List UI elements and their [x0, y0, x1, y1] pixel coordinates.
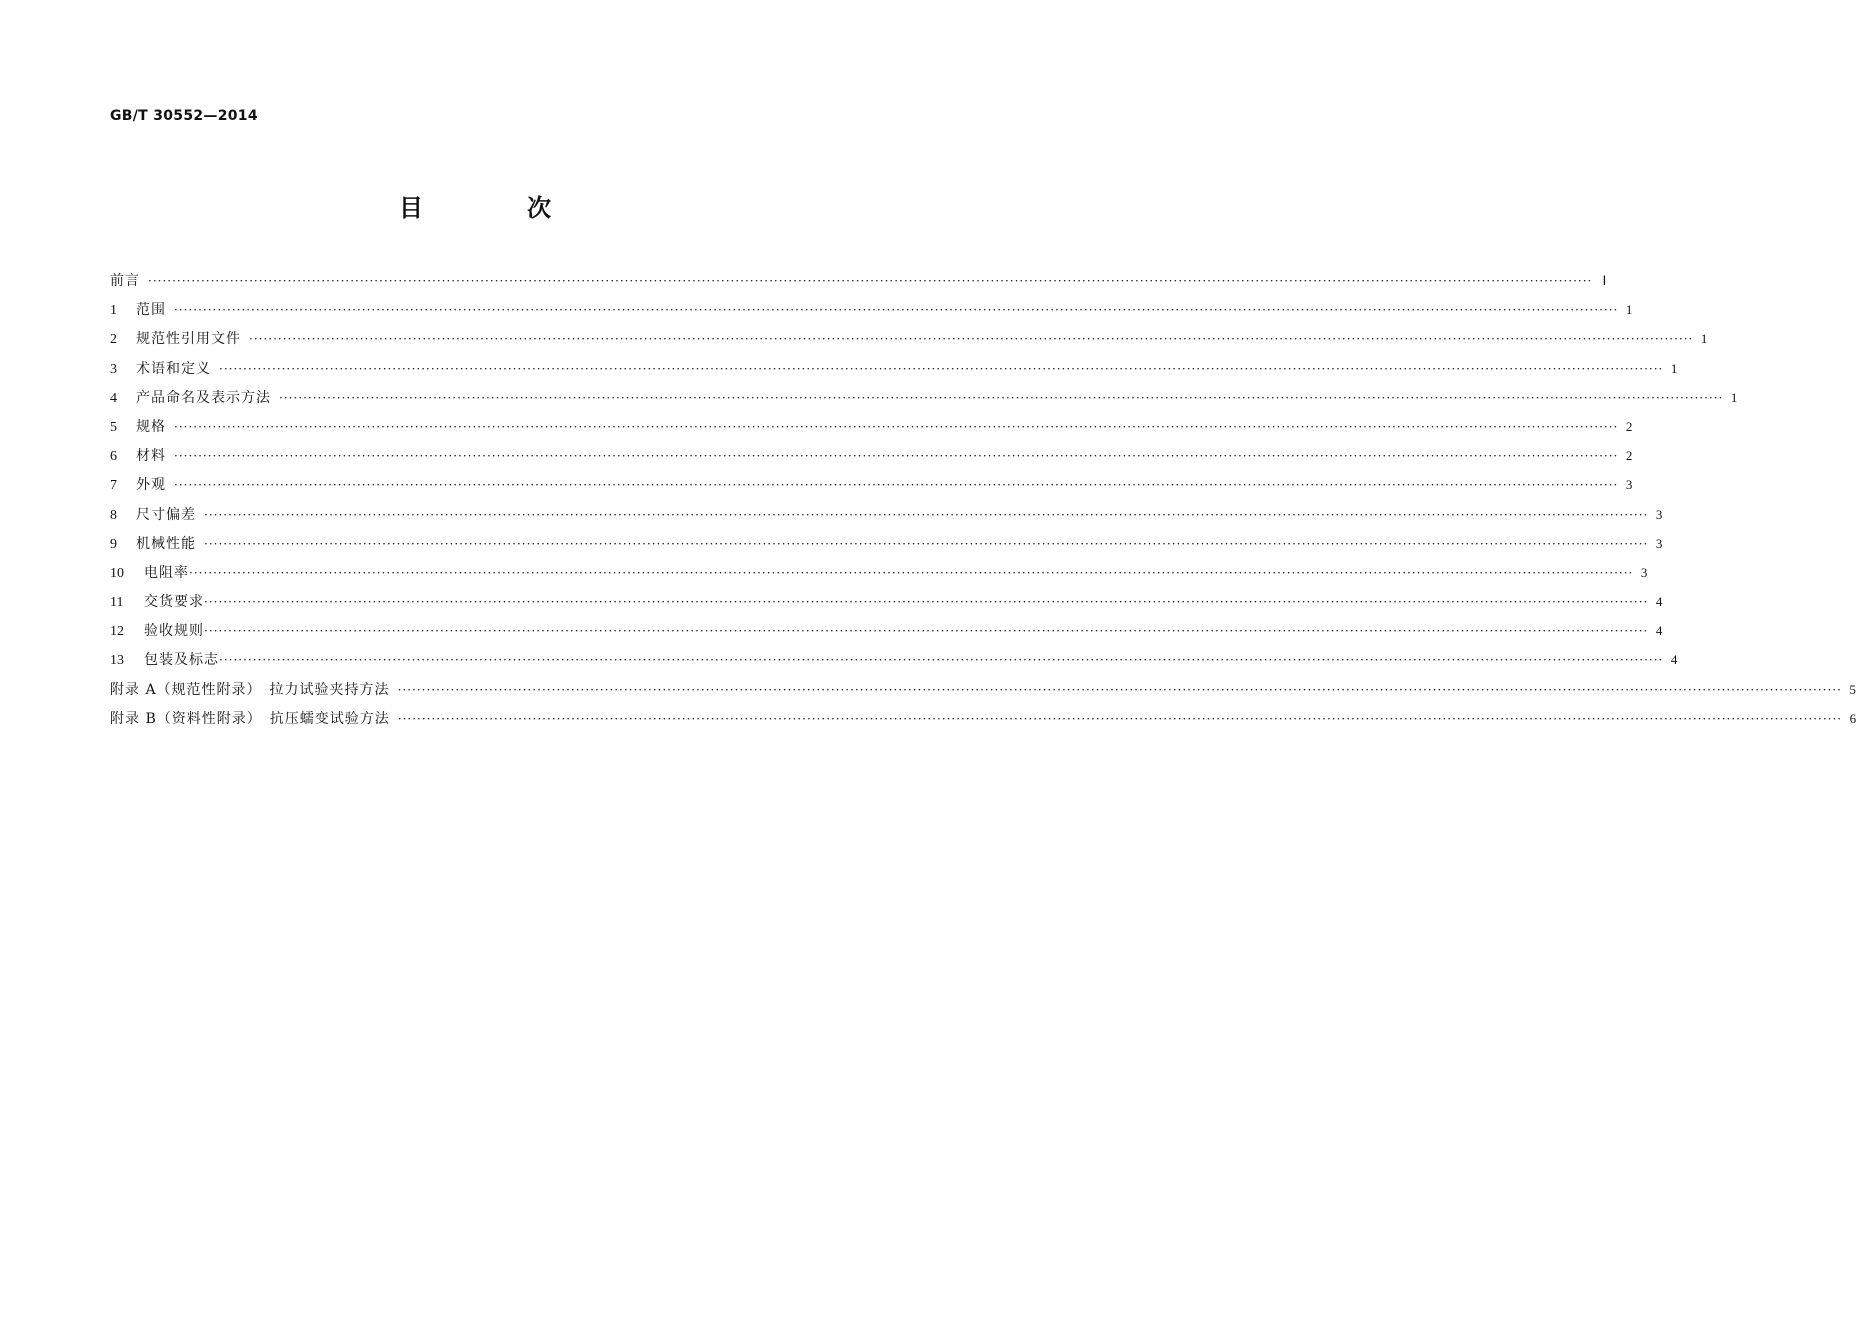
toc-entry-label: 附录 B（资料性附录） 抗压蠕变试验方法	[110, 710, 390, 727]
toc-entry-7[interactable]	[110, 470, 1633, 499]
toc-entry-4[interactable]	[110, 383, 1738, 412]
toc-leader-dots: ············································································································································································································································································································	[204, 507, 1649, 522]
toc-leader-dots: ············································································································································································································································································································	[148, 274, 1593, 288]
toc-entry-label: 外观	[136, 477, 166, 494]
toc-entry-label: 范围	[136, 302, 166, 319]
toc-page-number: 5	[1849, 681, 1856, 697]
toc-leader-dots: ············································································································································································································································································································	[204, 624, 1649, 639]
toc-entry-appendix-a[interactable]	[110, 675, 1856, 704]
toc-entry-number: 6	[110, 449, 117, 465]
toc-entry-9[interactable]	[110, 529, 1663, 558]
toc-entry-label: 前言	[110, 273, 140, 289]
toc-leader-dots: ············································································································································································································································································································	[219, 653, 1664, 668]
toc-leader-dots: ············································································································································································································································································································	[174, 478, 1619, 493]
toc-leader-dots: ············································································································································································································································································································	[397, 682, 1842, 697]
toc-entry-number: 3	[110, 361, 117, 377]
toc-entry-number: 8	[110, 507, 117, 523]
toc-entry-13[interactable]	[110, 645, 1678, 674]
toc-entry-number: 5	[110, 419, 117, 435]
toc-leader-dots: ············································································································································································································································································································	[249, 332, 1694, 347]
toc-page-number: 2	[1625, 448, 1633, 464]
toc-entry-label: 附录 A（规范性附录） 拉力试验夹持方法	[110, 681, 390, 698]
toc-entry-number: 1	[110, 303, 117, 319]
toc-page-number: 4	[1670, 652, 1678, 668]
toc-page-number: 6	[1849, 710, 1856, 726]
toc-page-number: 1	[1730, 389, 1738, 405]
toc-entry-appendix-b[interactable]	[110, 704, 1856, 733]
toc-entry-2[interactable]	[110, 324, 1708, 353]
standard-code: GB/T 30552—2014	[110, 108, 258, 124]
toc-page-number: 3	[1655, 506, 1663, 522]
toc-entry-number: 7	[110, 478, 117, 494]
page-title: 目 次	[399, 194, 591, 222]
toc-leader-dots: ············································································································································································································································································································	[189, 565, 1634, 580]
toc-leader-dots: ············································································································································································································································································································	[204, 595, 1649, 610]
toc-entry-label: 机械性能	[136, 535, 196, 552]
toc-page-number: 1	[1700, 331, 1708, 347]
toc-entry-number: 12	[110, 624, 124, 640]
toc-page-number: 3	[1655, 535, 1663, 551]
toc-leader-dots: ············································································································································································································································································································	[204, 536, 1649, 551]
toc-entry-6[interactable]	[110, 441, 1633, 470]
toc-page-number: 2	[1625, 418, 1633, 434]
toc-entry-11[interactable]	[110, 587, 1663, 616]
toc-leader-dots: ············································································································································································································································································································	[397, 711, 1843, 726]
toc-entry-label: 验收规则	[144, 623, 204, 640]
toc-leader-dots: ············································································································································································································································································································	[174, 419, 1619, 434]
toc-page-number: 3	[1625, 477, 1633, 493]
toc-entry-1[interactable]	[110, 295, 1633, 324]
toc-leader-dots: ············································································································································································································································································································	[219, 361, 1664, 376]
toc-entry-label: 电阻率	[144, 564, 189, 581]
toc-entry-5[interactable]	[110, 412, 1633, 441]
toc-entry-label: 尺寸偏差	[136, 506, 196, 523]
toc-entry-label: 交货要求	[144, 594, 204, 611]
toc-entry-label: 规格	[136, 418, 166, 435]
toc-page-number: Ⅰ	[1602, 273, 1607, 288]
toc-entry-12[interactable]	[110, 616, 1663, 645]
toc-page-number: 3	[1640, 564, 1648, 580]
toc-entry-number: 9	[110, 536, 117, 552]
toc-entry-label: 规范性引用文件	[136, 331, 241, 348]
toc-leader-dots: ············································································································································································································································································································	[174, 303, 1619, 318]
toc-entry-number: 13	[110, 653, 124, 669]
toc-page-number: 4	[1655, 594, 1663, 610]
toc-leader-dots: ············································································································································································································································································································	[279, 390, 1724, 405]
toc-entry-number: 10	[110, 565, 124, 581]
table-of-contents	[110, 266, 1856, 733]
toc-entry-label: 包装及标志	[144, 652, 219, 669]
toc-entry-8[interactable]	[110, 500, 1663, 529]
toc-entry-label: 术语和定义	[136, 360, 211, 377]
toc-leader-dots: ············································································································································································································································································································	[174, 449, 1619, 464]
toc-page-number: 1	[1625, 302, 1633, 318]
toc-entry-number: 2	[110, 332, 117, 348]
toc-entry-3[interactable]	[110, 354, 1678, 383]
toc-entry-10[interactable]	[110, 558, 1648, 587]
toc-entry-number: 11	[110, 595, 124, 611]
toc-entry-preface[interactable]	[110, 266, 1607, 295]
toc-page-number: 1	[1670, 360, 1678, 376]
toc-entry-number: 4	[110, 390, 117, 406]
toc-entry-label: 产品命名及表示方法	[136, 389, 271, 406]
toc-entry-label: 材料	[136, 448, 166, 465]
toc-page-number: 4	[1655, 623, 1663, 639]
